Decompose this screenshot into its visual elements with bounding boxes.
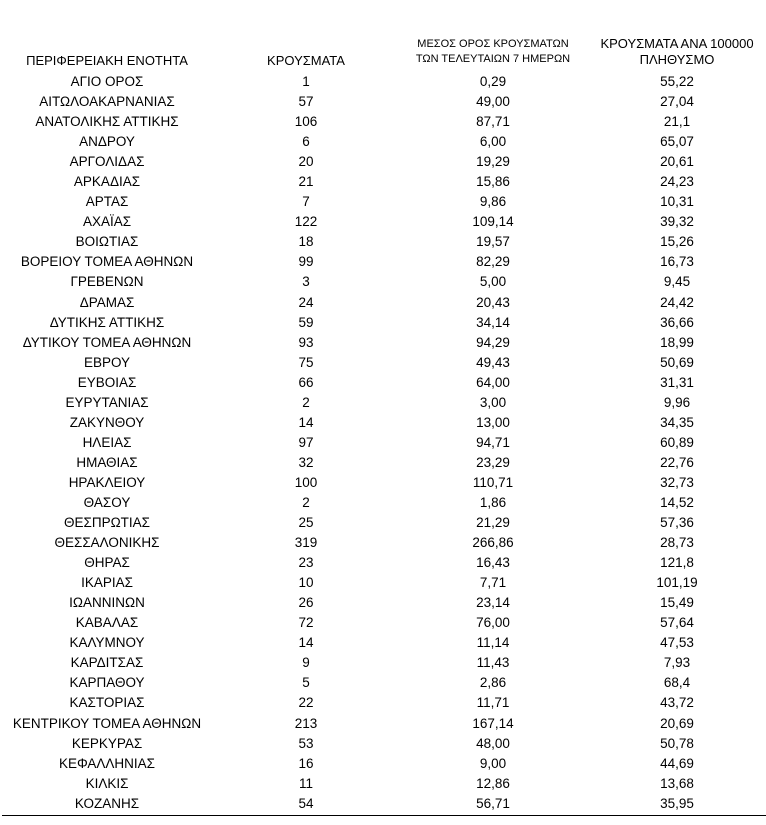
cell-per-100k: 7,93 (663, 655, 691, 671)
cell-cases: 7 (302, 194, 310, 210)
cell-per-100k: 55,22 (660, 74, 694, 89)
header-line: ΠΛΗΘΥΣΜΟ (639, 52, 715, 67)
cell-region: ΔΥΤΙΚΗΣ ΑΤΤΙΚΗΣ (49, 314, 165, 330)
cell-region: ΘΗΡΑΣ (84, 555, 130, 571)
cell-avg-7-days: 16,43 (476, 555, 510, 571)
cell-avg-7-days: 21,29 (476, 515, 510, 531)
cell-region: ΚΑΒΑΛΑΣ (75, 615, 139, 631)
cell-region: ΘΕΣΠΡΩΤΙΑΣ (63, 515, 151, 531)
cell-cases: 72 (298, 615, 314, 631)
cell-per-100k: 15,26 (660, 234, 694, 250)
cell-cases: 75 (298, 354, 314, 370)
cell-cases: 97 (298, 434, 314, 450)
cell-per-100k: 44,69 (660, 755, 694, 771)
bottom-rule (2, 815, 766, 816)
cell-per-100k: 9,96 (663, 394, 691, 410)
cell-region: ΕΥΡΥΤΑΝΙΑΣ (65, 394, 149, 410)
cell-avg-7-days: 9,00 (479, 755, 507, 771)
cell-region: ΑΧΑΪΑΣ (82, 214, 132, 230)
cell-region: ΒΟΡΕΙΟΥ ΤΟΜΕΑ ΑΘΗΝΩΝ (20, 254, 194, 270)
cell-avg-7-days: 167,14 (472, 715, 514, 731)
table-row (0, 72, 766, 92)
table-row (0, 714, 766, 734)
cell-per-100k: 20,69 (660, 715, 694, 731)
cell-per-100k: 43,72 (660, 695, 694, 711)
cell-cases: 24 (298, 294, 314, 310)
table-row (0, 493, 766, 513)
cell-per-100k: 50,78 (660, 735, 694, 751)
table-row (0, 353, 766, 373)
cell-avg-7-days: 64,00 (476, 374, 510, 390)
cell-per-100k: 60,89 (660, 434, 694, 450)
cell-per-100k: 24,42 (660, 294, 694, 310)
cell-per-100k: 31,31 (660, 374, 694, 390)
cell-cases: 3 (302, 274, 310, 290)
cell-region: ΚΑΡΔΙΤΣΑΣ (70, 655, 144, 671)
cell-cases: 9 (302, 655, 310, 671)
cell-per-100k: 10,31 (660, 194, 694, 210)
table-row (0, 513, 766, 533)
cell-region: ΚΕΦΑΛΛΗΝΙΑΣ (58, 755, 156, 771)
table-row (0, 453, 766, 473)
cell-per-100k: 121,8 (660, 555, 694, 571)
cell-avg-7-days: 76,00 (476, 615, 510, 631)
cell-avg-7-days: 94,29 (476, 334, 510, 350)
cell-region: ΒΟΙΩΤΙΑΣ (75, 234, 139, 250)
cell-per-100k: 18,99 (660, 334, 694, 350)
cell-region: ΗΜΑΘΙΑΣ (76, 454, 138, 470)
cell-region: ΚΑΣΤΟΡΙΑΣ (69, 695, 145, 711)
cell-avg-7-days: 19,29 (476, 154, 510, 170)
cell-region: ΗΡΑΚΛΕΙΟΥ (68, 474, 146, 490)
cell-region: ΚΟΖΑΝΗΣ (74, 795, 140, 811)
table-row (0, 232, 766, 252)
cell-cases: 22 (298, 695, 314, 711)
cell-cases: 93 (298, 334, 314, 350)
cell-per-100k: 50,69 (660, 354, 694, 370)
cell-avg-7-days: 110,71 (472, 474, 514, 490)
cell-cases: 26 (298, 595, 314, 611)
cell-avg-7-days: 13,00 (476, 414, 510, 430)
cell-region: ΚΙΛΚΙΣ (85, 775, 129, 791)
cell-region: ΚΕΝΤΡΙΚΟΥ ΤΟΜΕΑ ΑΘΗΝΩΝ (12, 715, 202, 731)
cell-avg-7-days: 94,71 (476, 434, 510, 450)
cell-region: ΑΓΙΟ ΟΡΟΣ (70, 74, 144, 89)
table-row (0, 433, 766, 453)
cell-cases: 213 (294, 715, 318, 731)
table-row (0, 393, 766, 413)
cell-region: ΓΡΕΒΕΝΩΝ (70, 274, 144, 290)
cell-region: ΗΛΕΙΑΣ (82, 434, 132, 450)
cell-region: ΑΡΤΑΣ (85, 194, 129, 210)
cell-region: ΔΥΤΙΚΟΥ ΤΟΜΕΑ ΑΘΗΝΩΝ (22, 334, 192, 350)
cell-avg-7-days: 0,29 (479, 74, 507, 89)
cell-cases: 21 (298, 174, 314, 190)
table-row (0, 673, 766, 693)
cell-cases: 14 (298, 414, 314, 430)
table-row (0, 132, 766, 152)
table-row (0, 333, 766, 353)
cell-avg-7-days: 266,86 (472, 535, 514, 551)
cell-region: ΔΡΑΜΑΣ (79, 294, 135, 310)
cell-avg-7-days: 3,00 (479, 394, 507, 410)
table-row (0, 794, 766, 814)
table-row (0, 272, 766, 292)
cell-region: ΙΩΑΝΝΙΝΩΝ (69, 595, 145, 611)
cell-region: ΚΑΛΥΜΝΟΥ (69, 635, 145, 651)
cell-per-100k: 21,1 (663, 114, 691, 130)
cell-avg-7-days: 48,00 (476, 735, 510, 751)
table-row (0, 593, 766, 613)
table-row (0, 252, 766, 272)
cell-avg-7-days: 9,86 (479, 194, 507, 210)
header-region (0, 53, 214, 68)
cell-region: ΖΑΚΥΝΘΟΥ (69, 414, 145, 430)
table-body (0, 72, 766, 814)
cell-cases: 1 (302, 74, 310, 89)
cell-cases: 122 (294, 214, 318, 230)
cell-per-100k: 35,95 (660, 795, 694, 811)
header-per-100k (588, 36, 766, 68)
table-row (0, 653, 766, 673)
cell-cases: 32 (298, 454, 314, 470)
header-line: ΠΕΡΙΦΕΡΕΙΑΚΗ ΕΝΟΤΗΤΑ (26, 53, 188, 68)
table-row (0, 533, 766, 553)
cell-cases: 10 (298, 575, 314, 591)
cell-avg-7-days: 19,57 (476, 234, 510, 250)
table-row (0, 553, 766, 573)
cell-cases: 18 (298, 234, 314, 250)
cell-avg-7-days: 5,00 (479, 274, 507, 290)
cell-cases: 16 (298, 755, 314, 771)
cell-avg-7-days: 20,43 (476, 294, 510, 310)
cell-avg-7-days: 11,71 (476, 695, 510, 711)
table-row (0, 192, 766, 212)
cell-cases: 319 (294, 535, 318, 551)
header-line: ΤΩΝ ΤΕΛΕΥΤΑΙΩΝ 7 ΗΜΕΡΩΝ (415, 53, 571, 65)
cell-per-100k: 68,4 (663, 675, 691, 691)
cell-cases: 6 (302, 134, 310, 150)
table-row (0, 633, 766, 653)
cell-cases: 54 (298, 795, 314, 811)
cell-avg-7-days: 56,71 (476, 795, 510, 811)
table-row (0, 373, 766, 393)
cell-per-100k: 39,32 (660, 214, 694, 230)
table-row (0, 413, 766, 433)
table-row (0, 152, 766, 172)
cell-avg-7-days: 11,14 (476, 635, 510, 651)
cell-per-100k: 16,73 (660, 254, 694, 270)
table-row (0, 573, 766, 593)
cell-avg-7-days: 1,86 (479, 494, 507, 510)
cell-per-100k: 9,45 (663, 274, 691, 290)
cell-region: ΑΙΤΩΛΟΑΚΑΡΝΑΝΙΑΣ (39, 94, 175, 110)
table-row (0, 613, 766, 633)
cell-avg-7-days: 34,14 (476, 314, 510, 330)
table-row (0, 693, 766, 713)
table-row (0, 112, 766, 132)
cell-avg-7-days: 15,86 (476, 174, 510, 190)
cell-region: ΕΥΒΟΙΑΣ (77, 374, 137, 390)
cell-per-100k: 20,61 (660, 154, 694, 170)
header-cases (236, 53, 376, 68)
cell-region: ΙΚΑΡΙΑΣ (81, 575, 133, 591)
cell-avg-7-days: 23,14 (476, 595, 510, 611)
cell-avg-7-days: 6,00 (479, 134, 507, 150)
table-row (0, 754, 766, 774)
cell-per-100k: 15,49 (660, 595, 694, 611)
cell-per-100k: 28,73 (660, 535, 694, 551)
cell-cases: 99 (298, 254, 314, 270)
table-row (0, 313, 766, 333)
cell-region: ΚΑΡΠΑΘΟΥ (69, 675, 145, 691)
cell-cases: 2 (302, 394, 310, 410)
cell-cases: 20 (298, 154, 314, 170)
cell-per-100k: 14,52 (660, 494, 694, 510)
table-row (0, 212, 766, 232)
table-row (0, 473, 766, 493)
header-line: ΜΕΣΟΣ ΟΡΟΣ ΚΡΟΥΣΜΑΤΩΝ (417, 38, 569, 50)
cell-per-100k: 65,07 (660, 134, 694, 150)
cell-cases: 66 (298, 374, 314, 390)
cell-region: ΑΝΔΡΟΥ (79, 134, 135, 150)
cell-per-100k: 101,19 (656, 575, 698, 591)
cell-region: ΘΑΣΟΥ (83, 494, 131, 510)
cell-avg-7-days: 2,86 (479, 675, 507, 691)
cell-avg-7-days: 12,86 (476, 775, 510, 791)
cell-avg-7-days: 109,14 (472, 214, 514, 230)
cell-avg-7-days: 82,29 (476, 254, 510, 270)
cell-cases: 57 (298, 94, 314, 110)
cell-cases: 14 (298, 635, 314, 651)
table-row (0, 774, 766, 794)
cell-per-100k: 13,68 (660, 775, 694, 791)
table-row (0, 172, 766, 192)
cell-per-100k: 47,53 (660, 635, 694, 651)
cell-region: ΕΒΡΟΥ (83, 354, 131, 370)
cell-per-100k: 57,36 (660, 515, 694, 531)
header-avg-7-days (398, 37, 588, 67)
cell-avg-7-days: 49,43 (476, 354, 510, 370)
cell-cases: 59 (298, 314, 314, 330)
cell-per-100k: 27,04 (660, 94, 694, 110)
cell-avg-7-days: 11,43 (476, 655, 510, 671)
cell-cases: 11 (298, 775, 313, 791)
cell-per-100k: 36,66 (660, 314, 694, 330)
header-line: ΚΡΟΥΣΜΑΤΑ (267, 53, 345, 68)
table-row (0, 293, 766, 313)
cell-cases: 106 (294, 114, 318, 130)
cell-per-100k: 34,35 (660, 414, 694, 430)
cell-cases: 53 (298, 735, 314, 751)
cell-avg-7-days: 7,71 (479, 575, 507, 591)
cell-cases: 2 (302, 494, 310, 510)
cell-region: ΑΡΓΟΛΙΔΑΣ (69, 154, 145, 170)
cell-per-100k: 24,23 (660, 174, 694, 190)
cell-region: ΚΕΡΚΥΡΑΣ (71, 735, 143, 751)
cell-cases: 23 (298, 555, 314, 571)
cell-avg-7-days: 23,29 (476, 454, 510, 470)
cell-cases: 5 (302, 675, 310, 691)
cell-per-100k: 57,64 (660, 615, 694, 631)
cell-cases: 100 (294, 474, 318, 490)
cell-per-100k: 32,73 (660, 474, 694, 490)
header-line: ΚΡΟΥΣΜΑΤΑ ΑΝΑ 100000 (600, 36, 754, 51)
cell-region: ΘΕΣΣΑΛΟΝΙΚΗΣ (54, 535, 160, 551)
table-row (0, 92, 766, 112)
cell-avg-7-days: 87,71 (476, 114, 510, 130)
cell-region: ΑΝΑΤΟΛΙΚΗΣ ΑΤΤΙΚΗΣ (35, 114, 179, 130)
table-row (0, 734, 766, 754)
cell-region: ΑΡΚΑΔΙΑΣ (73, 174, 141, 190)
cell-cases: 25 (298, 515, 314, 531)
cell-per-100k: 22,76 (660, 454, 694, 470)
cell-avg-7-days: 49,00 (476, 94, 510, 110)
